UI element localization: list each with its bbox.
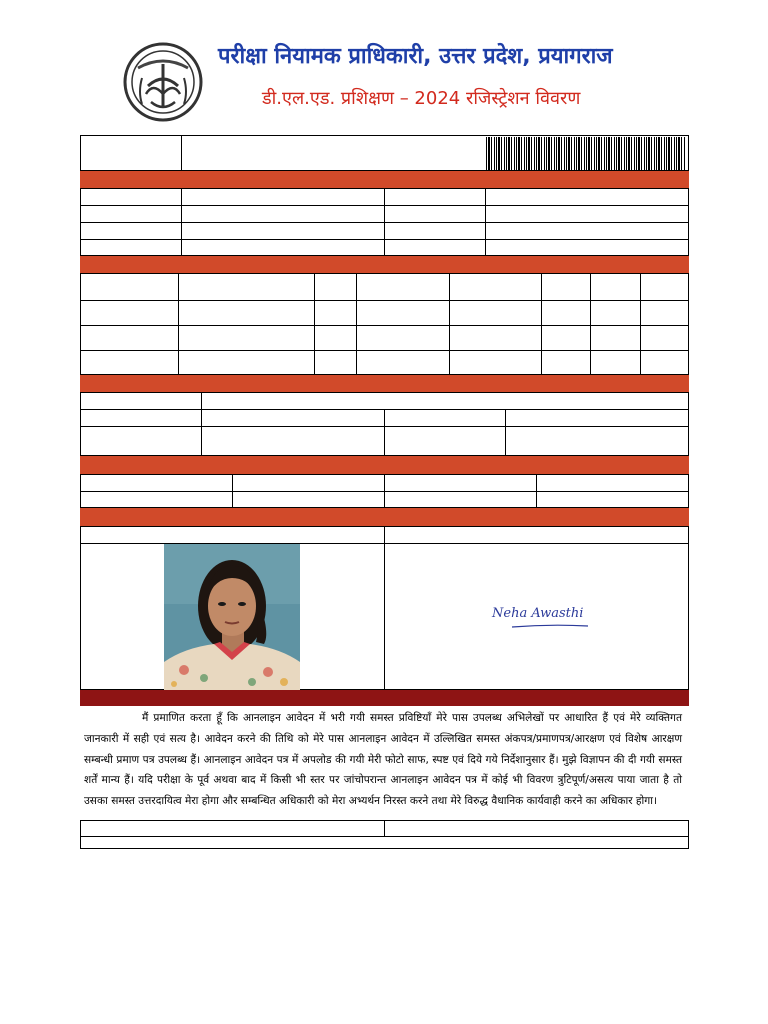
grid-line — [640, 273, 641, 375]
top-info-divider — [181, 135, 182, 171]
grid-line — [449, 273, 450, 375]
page-title: परीक्षा नियामक प्राधिकारी, उत्तर प्रदेश, प्रयागराज — [218, 44, 613, 69]
grid-line — [181, 188, 182, 256]
grid-line — [201, 392, 202, 456]
grid-line — [384, 474, 385, 508]
grid-line — [356, 273, 357, 375]
grid-line — [541, 273, 542, 375]
section-bar-reservation — [80, 456, 689, 474]
grid-line — [384, 526, 385, 690]
grid-line — [384, 820, 385, 836]
grid-line — [384, 409, 385, 456]
signature-underline — [510, 622, 590, 630]
section-bar-photo-signature — [80, 508, 689, 526]
barcode-icon — [486, 137, 686, 170]
grid-line — [485, 188, 486, 256]
grid-line — [178, 273, 179, 375]
grid-line — [232, 474, 233, 508]
section-bar-education — [80, 256, 689, 273]
grid-line — [80, 325, 689, 326]
grid-line — [384, 188, 385, 256]
grid-line — [590, 273, 591, 375]
candidate-signature: Neha Awasthi — [492, 606, 584, 621]
section-bar-address — [80, 375, 689, 392]
grid-line — [80, 836, 689, 837]
grid-line — [505, 409, 506, 456]
page-subtitle: डी.एल.एड. प्रशिक्षण – 2024 रजिस्ट्रेशन विवरण — [262, 88, 581, 109]
declaration-text: मैं प्रमाणित करता हूँ कि आनलाइन आवेदन में भरी गयी समस्त प्रविष्टियाँ मेरे पास उपलब्ध अभिलेखों पर आधारित हैं एवं मेरे व्यक्तिगत जानकारी में सही एवं सत्य है। आवेदन करने की तिथि को मेरे पास आनलाइन आवेदन में उल्लिखित समस्त अंकपत्र/प्रमाणपत्र/आरक्षण एवं विशेष आरक्षण सम्बन्धी प्रमाण पत्र उपलब्ध हैं। आनलाइन आवेदन पत्र में अपलोड की गयी मेरी फोटो साफ, स्पष्ट एवं दिये गये निर्देशानुसार हैं। मुझे विज्ञापन की दी गयी समस्त शर्तें मान्य हैं। यदि परीक्षा के पूर्व अथवा बाद में किसी भी स्तर पर जांचोपरान्त आनलाइन आवेदन पत्र में कोई भी विवरण त्रुटिपूर्ण/असत्य पाया जाता है तो उसका समस्त उत्तरदायित्व मेरा होगा और सम्बन्धित अधिकारी को मेरा अभ्यर्थन निरस्त करने तथा मेरे विरुद्ध वैधानिक कार्यवाही करने का अधिकार होगा। — [84, 712, 682, 808]
candidate-photo — [164, 544, 300, 690]
section-bar-personal — [80, 171, 689, 188]
education-details-grid — [80, 273, 689, 375]
section-bar-declaration — [80, 690, 689, 706]
up-government-seal-icon — [118, 42, 208, 122]
grid-line — [536, 474, 537, 508]
grid-line — [80, 350, 689, 351]
grid-line — [80, 300, 689, 301]
grid-line — [314, 273, 315, 375]
